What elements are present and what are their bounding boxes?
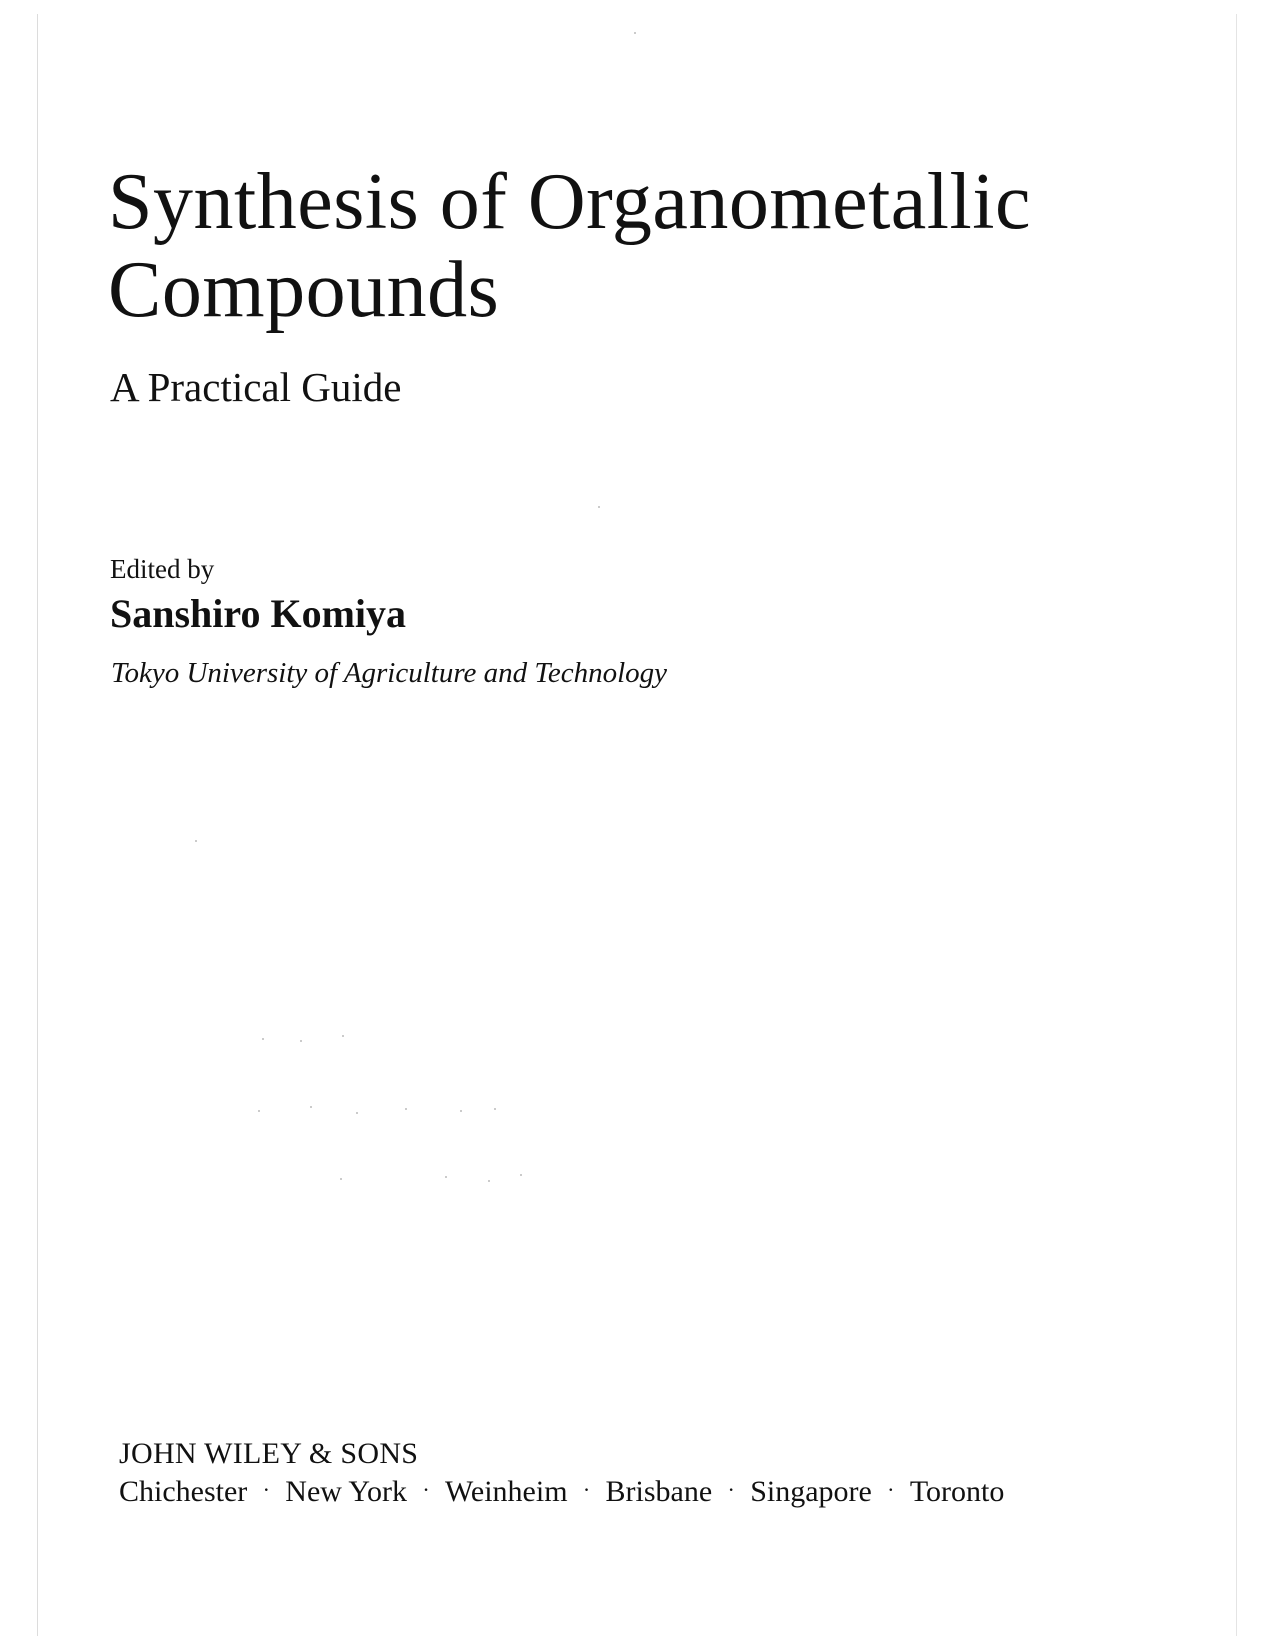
location-separator: ·: [422, 1477, 430, 1502]
editor-name: Sanshiro Komiya: [110, 591, 406, 636]
page-edge-right: [1236, 14, 1237, 1636]
page-edge-left: [37, 14, 38, 1636]
location-weinheim: Weinheim: [444, 1475, 568, 1508]
publisher-locations: [119, 1471, 1119, 1511]
location-brisbane: Brisbane: [605, 1475, 713, 1508]
location-separator: ·: [262, 1477, 270, 1502]
location-toronto: Toronto: [909, 1475, 1005, 1508]
location-separator: ·: [887, 1477, 895, 1502]
book-title: [108, 158, 1208, 334]
book-title-line-2: Compounds: [108, 246, 500, 334]
publisher-name: JOHN WILEY & SONS: [119, 1437, 419, 1470]
editor-affiliation: Tokyo University of Agriculture and Technology: [111, 657, 668, 689]
book-title-line-1: Synthesis of Organometallic: [108, 158, 1031, 246]
location-separator: ·: [582, 1477, 591, 1502]
location-new-york: New York: [285, 1475, 407, 1508]
edited-by-label: Edited by: [110, 554, 215, 584]
location-chichester: Chichester: [119, 1475, 248, 1508]
book-subtitle: A Practical Guide: [110, 364, 402, 410]
location-singapore: Singapore: [750, 1475, 872, 1508]
location-separator: ·: [727, 1477, 735, 1502]
